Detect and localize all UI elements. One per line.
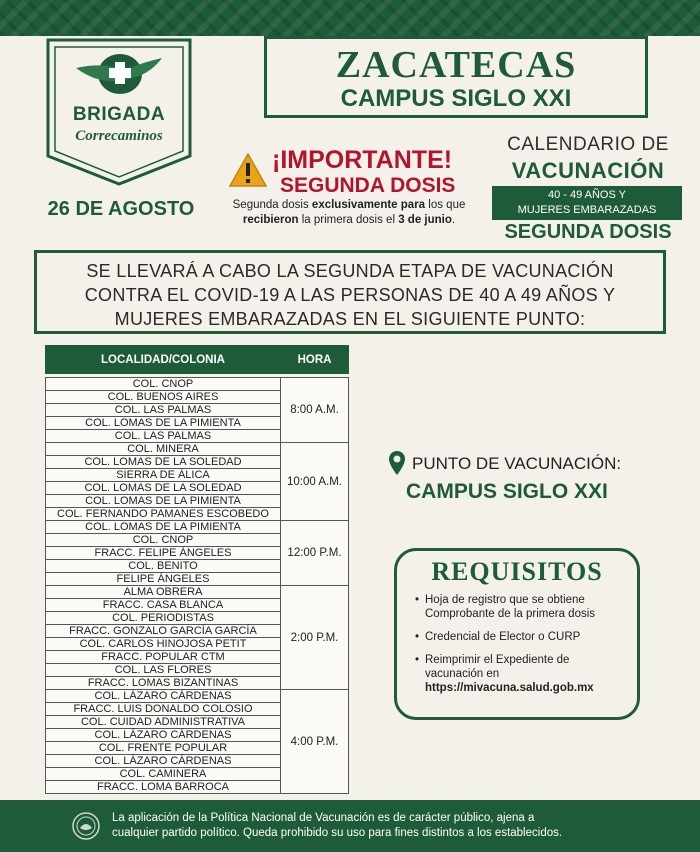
badge-subtitle: Correcaminos xyxy=(75,128,163,144)
table-row xyxy=(46,443,349,456)
requirement-text: Credencial de Elector o CURP xyxy=(425,631,581,643)
bird-cross-logo-icon xyxy=(74,48,164,100)
table-row xyxy=(46,690,349,703)
locality-cell: COL. PERIODISTAS xyxy=(46,612,281,625)
intro-box xyxy=(34,250,666,334)
page-subtitle: CAMPUS SIGLO XXI xyxy=(340,85,572,112)
locality-cell: FRACC. GONZALO GARCÍA GARCÍA xyxy=(46,625,281,638)
note-text: los que xyxy=(425,199,466,211)
footer-text xyxy=(112,811,672,841)
page-title: ZACATECAS xyxy=(335,44,577,86)
footer-line: cualquier partido político. Queda prohibido su uso para fines distintos a los establecidos. xyxy=(112,827,563,839)
time-cell: 2:00 P.M. xyxy=(281,586,349,690)
bullet-icon: • xyxy=(415,631,420,643)
time-cell: 8:00 A.M. xyxy=(281,378,349,443)
locality-cell: COL. LOMAS DE LA SOLEDAD xyxy=(46,456,281,469)
decorative-top-band xyxy=(0,0,700,36)
locality-cell: SIERRA DE ÁLICA xyxy=(46,469,281,482)
locality-cell: FRACC. POPULAR CTM xyxy=(46,651,281,664)
location-pin-icon xyxy=(388,450,406,476)
locality-cell: COL. LÁZARO CÁRDENAS xyxy=(46,755,281,768)
locality-cell: COL. LÁZARO CÁRDENAS xyxy=(46,729,281,742)
locality-cell: COL. CARLOS HINOJOSA PETIT xyxy=(46,638,281,651)
list-item xyxy=(415,653,627,695)
note-emphasis: 3 de junio xyxy=(398,214,452,226)
requirements-title: REQUISITOS xyxy=(431,557,603,586)
table-header-row xyxy=(46,346,349,374)
footer-line: La aplicación de la Política Nacional de Vacunación es de carácter público, ajena a xyxy=(112,812,535,824)
note-text: . xyxy=(451,214,456,226)
time-header: HORA xyxy=(281,346,349,374)
second-dose-heading: SEGUNDA DOSIS xyxy=(280,174,456,197)
intro-line: MUJERES EMBARAZADAS EN EL SIGUIENTE PUNTO: xyxy=(114,309,586,329)
time-cell: 12:00 P.M. xyxy=(281,521,349,586)
requirement-text: Reimprimir el Expediente de vacunación en xyxy=(425,654,570,680)
note-emphasis: exclusivamente para xyxy=(311,199,426,211)
brigada-badge xyxy=(46,38,192,186)
dose-heading: SEGUNDA DOSIS xyxy=(504,221,672,243)
locality-cell: ALMA OBRERA xyxy=(46,586,281,599)
locality-cell: COL. CAMINERA xyxy=(46,768,281,781)
locality-cell: COL. LOMAS DE LA SOLEDAD xyxy=(46,482,281,495)
requirement-text: Hoja de registro que se obtiene Comprobante de la primera dosis xyxy=(425,594,596,620)
locality-header: LOCALIDAD/COLONIA xyxy=(46,346,281,374)
locality-cell: COL. FERNANDO PAMANES ESCOBEDO xyxy=(46,508,281,521)
target-group-line: MUJERES EMBARAZADAS xyxy=(517,204,657,216)
locality-cell: FRACC. LUIS DONALDO COLOSIO xyxy=(46,703,281,716)
locality-cell: COL. LOMAS DE LA PIMIENTA xyxy=(46,495,281,508)
note-emphasis: recibieron xyxy=(242,214,299,226)
locality-cell: COL. LAS PALMAS xyxy=(46,404,281,417)
locality-cell: FRACC. LOMAS BIZANTINAS xyxy=(46,677,281,690)
calendar-heading: CALENDARIO DE xyxy=(507,134,669,155)
vaccination-heading: VACUNACIÓN xyxy=(511,158,665,183)
footer xyxy=(0,800,700,852)
note-text: la primera dosis el xyxy=(298,214,399,226)
locality-cell: COL. CNOP xyxy=(46,378,281,391)
table-row xyxy=(46,378,349,391)
table-row xyxy=(46,521,349,534)
important-heading: ¡IMPORTANTE! xyxy=(272,146,453,174)
bullet-icon: • xyxy=(415,594,420,606)
title-box xyxy=(264,36,648,118)
locality-cell: COL. CUIDAD ADMINISTRATIVA xyxy=(46,716,281,729)
schedule-table xyxy=(45,345,349,794)
note-text: Segunda dosis xyxy=(232,199,312,211)
list-item xyxy=(415,630,627,644)
locality-cell: COL. BENITO xyxy=(46,560,281,573)
requirements-list xyxy=(415,593,627,695)
intro-line: CONTRA EL COVID-19 A LAS PERSONAS DE 40 A 49 AÑOS Y xyxy=(84,285,616,305)
locality-cell: COL. LAS FLORES xyxy=(46,664,281,677)
point-name: CAMPUS SIGLO XXI xyxy=(406,480,608,503)
government-seal-icon xyxy=(72,812,100,840)
target-group-box xyxy=(492,186,682,220)
event-date: 26 DE AGOSTO xyxy=(47,198,195,220)
locality-cell: COL. MINERA xyxy=(46,443,281,456)
badge-title: BRIGADA xyxy=(72,104,166,125)
bullet-icon: • xyxy=(415,654,420,666)
locality-cell: COL. BUENOS AIRES xyxy=(46,391,281,404)
important-note xyxy=(224,198,474,228)
locality-cell: COL. FRENTE POPULAR xyxy=(46,742,281,755)
locality-cell: COL. LAS PALMAS xyxy=(46,430,281,443)
point-label: PUNTO DE VACUNACIÓN: xyxy=(412,454,622,473)
time-cell: 10:00 A.M. xyxy=(281,443,349,521)
table-row xyxy=(46,586,349,599)
locality-cell: COL. LOMAS DE LA PIMIENTA xyxy=(46,521,281,534)
locality-cell: FELIPE ÁNGELES xyxy=(46,573,281,586)
requirements-box xyxy=(394,548,640,720)
locality-cell: FRACC. CASA BLANCA xyxy=(46,599,281,612)
time-cell: 4:00 P.M. xyxy=(281,690,349,794)
list-item xyxy=(415,593,627,621)
locality-cell: COL. CNOP xyxy=(46,534,281,547)
locality-cell: FRACC. FELIPE ÁNGELES xyxy=(46,547,281,560)
schedule-body xyxy=(46,374,349,794)
intro-line: SE LLEVARÁ A CABO LA SEGUNDA ETAPA DE VACUNACIÓN xyxy=(86,261,614,281)
locality-cell: COL. LOMAS DE LA PIMIENTA xyxy=(46,417,281,430)
locality-cell: FRACC. LOMA BARROCA xyxy=(46,781,281,794)
warning-icon xyxy=(228,152,268,188)
vaccine-site-link[interactable]: https://mivacuna.salud.gob.mx xyxy=(425,682,594,694)
locality-cell: COL. LÁZARO CÁRDENAS xyxy=(46,690,281,703)
target-group-line: 40 - 49 AÑOS Y xyxy=(547,189,627,201)
